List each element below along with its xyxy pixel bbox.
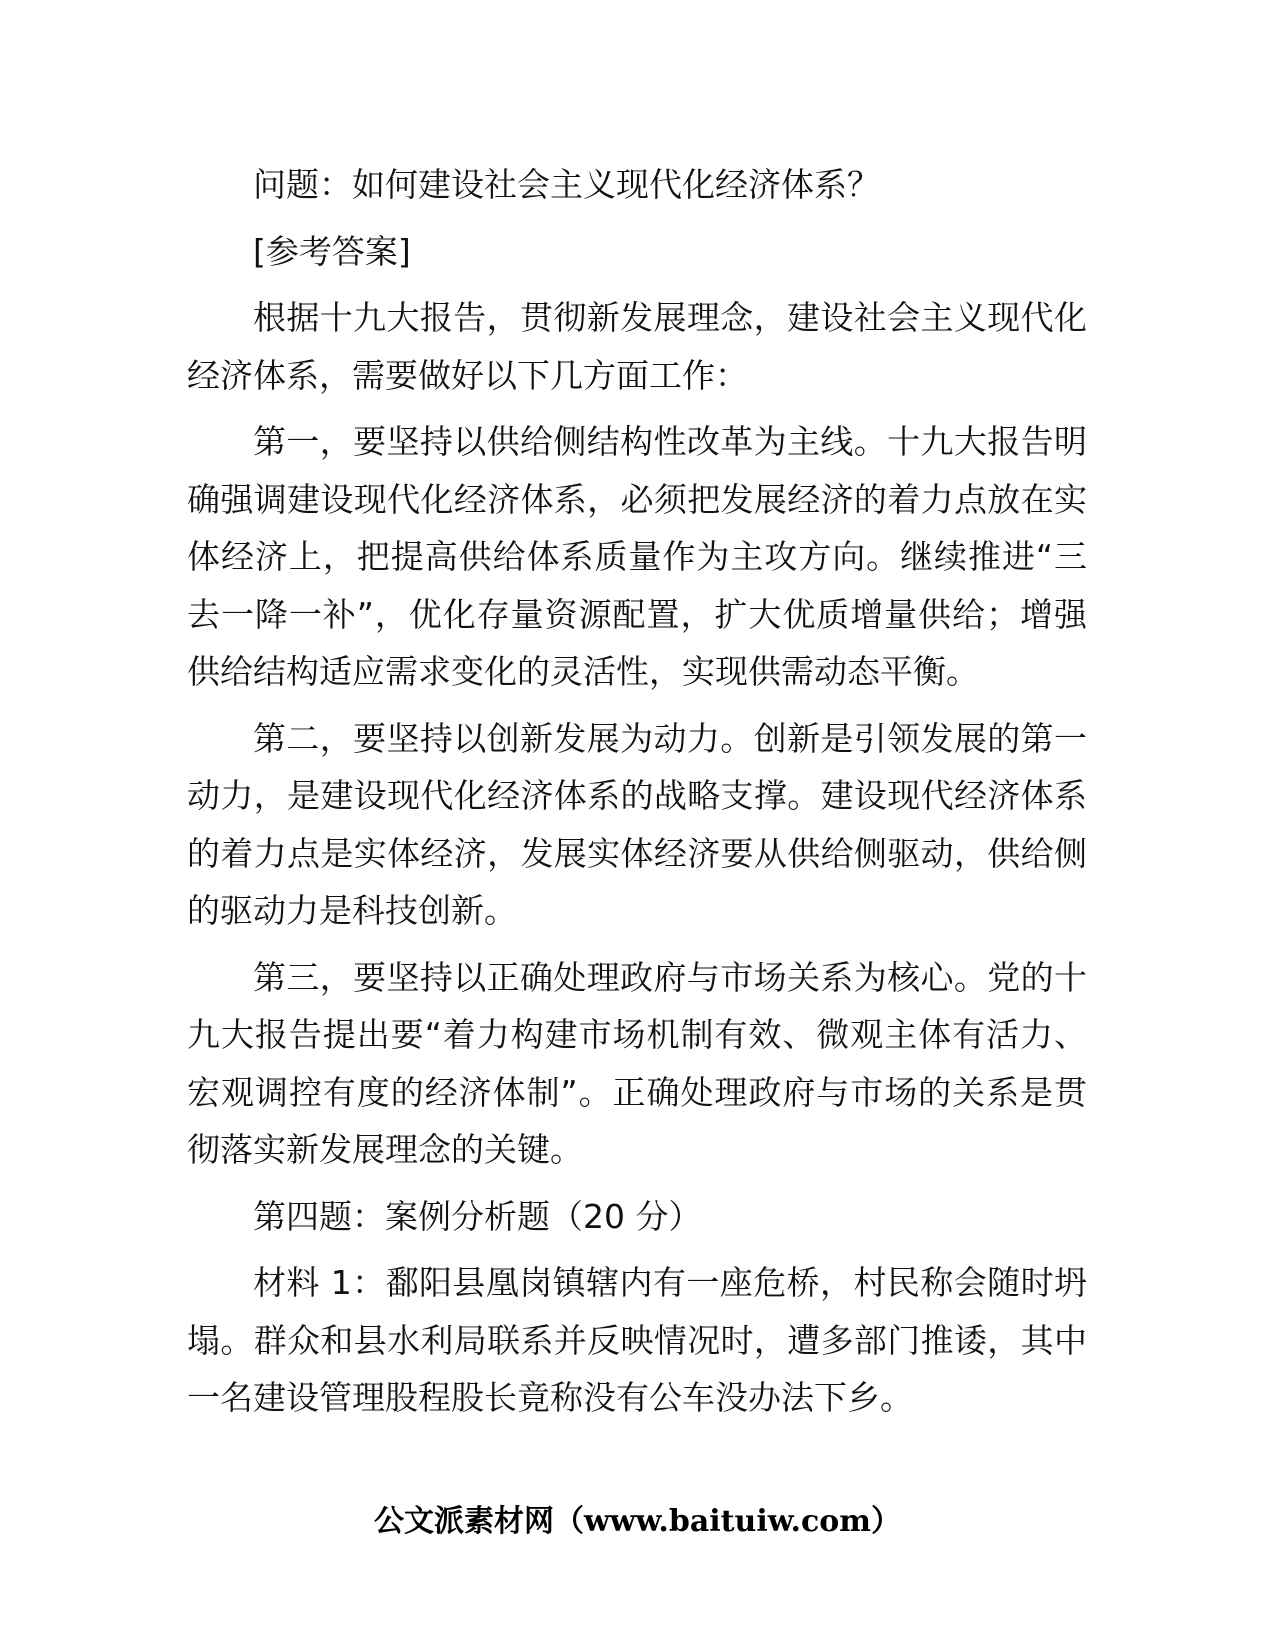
question-heading: 问题：如何建设社会主义现代化经济体系？ <box>253 165 880 204</box>
case-analysis-heading: 第四题：案例分析题（20 分） <box>253 1196 702 1236</box>
page-footer-watermark: 公文派素材网（www.baituiw.com） <box>373 1504 902 1539</box>
point-two-paragraph: 第二，要坚持以创新发展为动力。创新是引领发展的第一动力，是建设现代化经济体系的战略支撑。建设现代经济体系的着力点是实体经济，发展实体经济要从供给侧驱动，供给侧的驱动力是科技创新。 <box>187 718 1087 930</box>
document-body <box>187 156 1087 1436</box>
reference-answer-label: [参考答案] <box>253 231 411 271</box>
intro-paragraph: 根据十九大报告，贯彻新发展理念，建设社会主义现代化经济体系，需要做好以下几方面工作： <box>187 298 1087 395</box>
point-three-paragraph: 第三，要坚持以正确处理政府与市场关系为核心。党的十九大报告提出要“着力构建市场机制有效、微观主体有活力、宏观调控有度的经济体制”。正确处理政府与市场的关系是贯彻落实新发展理念的关键。 <box>187 957 1087 1169</box>
material-one-paragraph: 材料 1：鄱阳县凰岗镇辖内有一座危桥，村民称会随时坍塌。群众和县水利局联系并反映情况时，遭多部门推诿，其中一名建设管理股程股长竟称没有公车没办法下乡。 <box>187 1263 1087 1417</box>
point-one-paragraph: 第一，要坚持以供给侧结构性改革为主线。十九大报告明确强调建设现代化经济体系，必须把发展经济的着力点放在实体经济上，把提高供给体系质量作为主攻方向。继续推进“三去一降一补”，优化存量资源配置，扩大优质增量供给；增强供给结构适应需求变化的灵活性，实现供需动态平衡。 <box>187 422 1087 691</box>
